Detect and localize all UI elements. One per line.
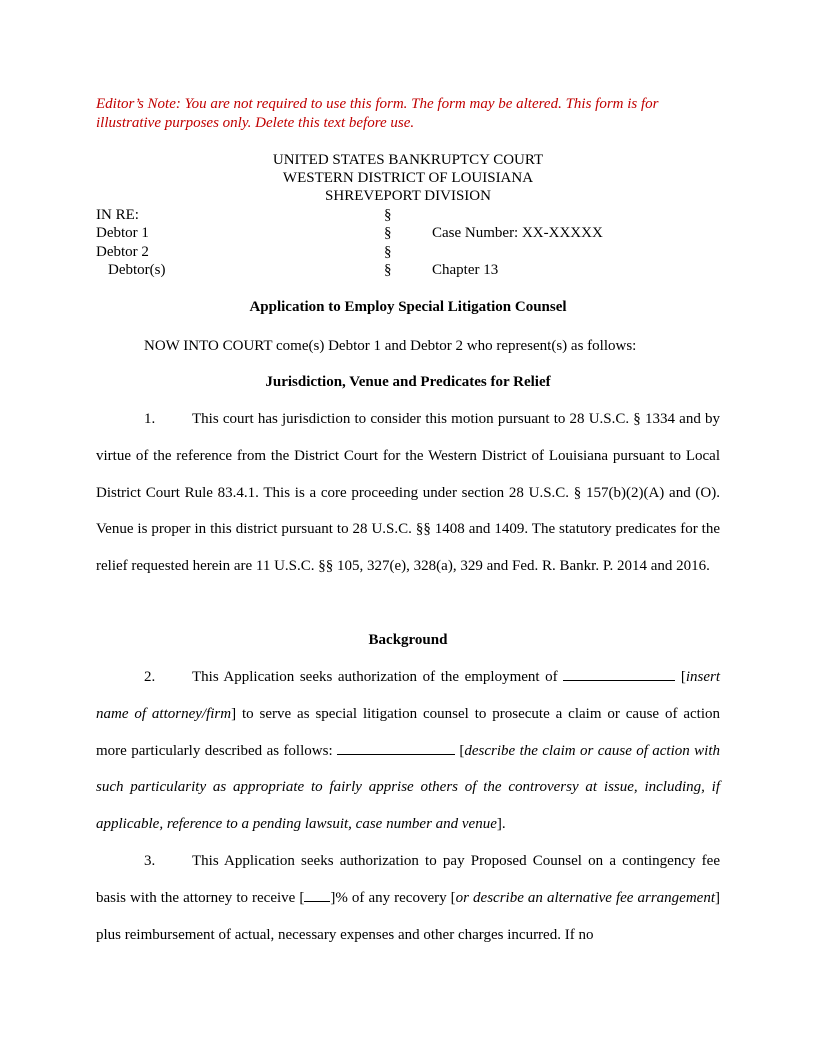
paragraph-3-text: ]% of any recovery [ [330,889,456,906]
debtors-label: Debtor(s) [108,261,166,278]
section-symbol: § [384,225,392,242]
court-name: UNITED STATES BANKRUPTCY COURT [272,152,544,168]
fee-arrangement-placeholder: or describe an alternative fee arrangement [455,889,715,906]
in-re-label: IN RE: [96,207,139,223]
paragraph-3 [96,843,720,953]
paragraph-2 [96,659,720,843]
court-district: WESTERN DISTRICT OF LOUISIANA [282,170,534,186]
percentage-blank[interactable] [304,887,330,902]
paragraph-number: 2. [144,669,156,685]
claim-description-blank[interactable] [337,740,455,755]
document-title: Application to Employ Special Litigation Counsel [249,299,567,315]
chapter-label: Chapter 13 [432,261,499,278]
paragraph-2-text: [ [455,742,465,759]
paragraph-2-text: ] to serve as special litigation counsel to prosecute a claim or cause of action more particularly described as follows: [96,705,720,759]
paragraph-2-text: [ [675,669,686,685]
jurisdiction-heading: Jurisdiction, Venue and Predicates for Relief [265,374,551,390]
editors-note-line-1: Editor’s Note: You are not required to use this form. The form may be altered. This form is for [96,96,659,112]
section-symbol: § [384,243,392,260]
paragraph-1-text: This court has jurisdiction to consider this motion pursuant to 28 U.S.C. § 1334 and by virtue of the reference from the District Court for the Western District of Louisiana pursuant to Local District Court Rule 83.4.1. This is a core proceeding under section 28 U.S.C. § 157(b)(2)(A) and (O). Venue is proper in this district pursuant to 28 U.S.C. §§ 1408 and 1409. The statutory predicates for the relief requested herein are 11 U.S.C. §§ 105, 327(e), 328(a), 329 and Fed. R. Bankr. P. 2014 and 2016. [96,411,720,575]
background-heading: Background [368,632,448,648]
court-header [96,151,720,205]
attorney-placeholder: insert name of attorney/firm [96,669,720,722]
paragraph-2-text: This Application seeks authorization of the employment of [192,669,564,685]
attorney-name-blank[interactable] [563,666,675,681]
case-number: Case Number: XX-XXXXX [432,225,603,242]
paragraph-1 [96,401,720,585]
intro-paragraph: NOW INTO COURT come(s) Debtor 1 and Debtor 2 who represent(s) as follows: [144,338,637,354]
case-caption [96,206,720,279]
debtor-2-name: Debtor 2 [96,243,149,260]
paragraph-number: 1. [144,411,156,427]
section-symbol: § [384,207,392,223]
paragraph-3-text: ] plus reimbursement of actual, necessary expenses and other charges incurred. If no [96,889,720,943]
section-symbol: § [384,261,392,278]
paragraph-number: 3. [144,853,156,869]
debtor-1-name: Debtor 1 [96,225,149,242]
paragraph-2-text: ]. [496,816,506,833]
paragraph-3-text: This Application seeks authorization to pay Proposed Counsel on a contingency fee basis with the attorney to receive [ [96,853,720,906]
court-division: SHREVEPORT DIVISION [325,188,491,204]
editors-note-line-2: illustrative purposes only. Delete this text before use. [96,115,415,131]
editors-note [96,95,720,133]
claim-placeholder: describe the claim or cause of action with such particularity as appropriate to fairly apprise others of the controversy at issue, including, if applicable, reference to a pending lawsuit, case number and venue [96,742,720,833]
